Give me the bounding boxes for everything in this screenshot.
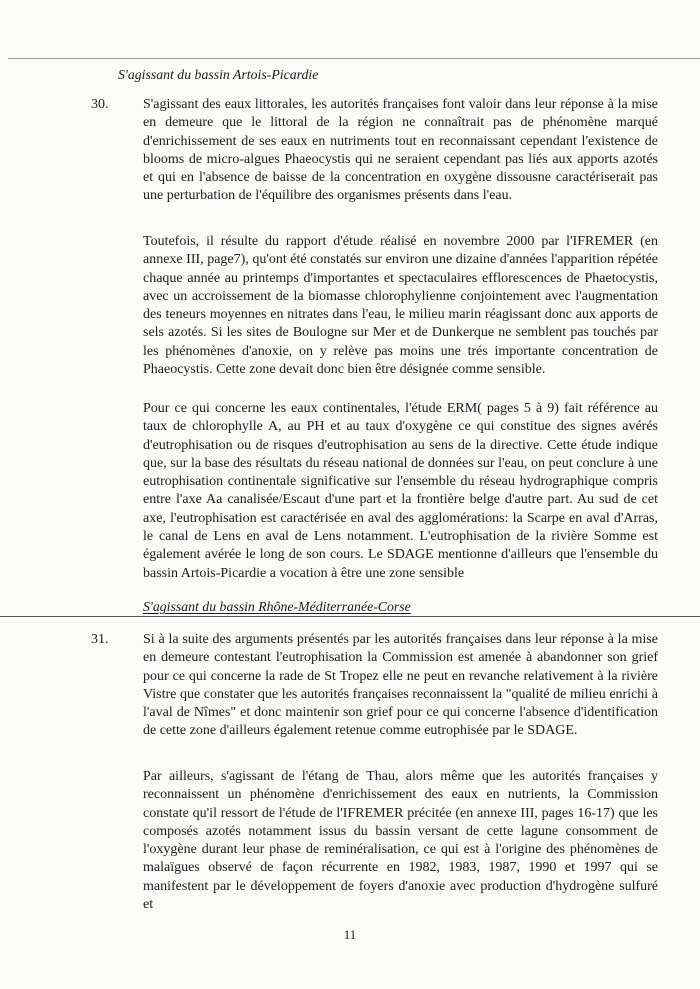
top-rule [8, 58, 700, 59]
paragraph-etang-de-thau: Par ailleurs, s'agissant de l'étang de Thau, alors même que les autorités françaises y reconnaissent un phénomène d'enrichissement des eaux en nutrients, la Commission constate qu'il ressort de l'étude de l'IFREMER précitée (en annexe III, pages 16-17) que les composés azotés notamment issus du bassin versant de cette lagune consomment de l'oxygène durant leur phase de reminéralisation, ce qui est à l'origine des phénomènes de malaïgues observé de façon récurrente en 1982, 1983, 1987, 1990 et 1997 qui se manifestent par le développement de foyers d'anoxie avec production d'hydrogène sulfuré et [143, 769, 658, 913]
paragraph-number-31: 31. [91, 632, 109, 647]
paragraph-eaux-continentales: Pour ce qui concerne les eaux continentales, l'étude ERM( pages 5 à 9) fait référence au taux de chlorophylle A, au PH et au taux d'oxygène ce qui constitue des signes avérés d'eutrophisation ou de risques d'eutrophisation au sens de la directive. Cette étude indique que, sur la base des résultats du réseau national de données sur l'eau, on peut conclure à une eutrophisation continentale significative sur l'ensemble du réseau hydrographique compris entre l'axe Aa canalisée/Escaut d'une part et la frontière belge d'autre part. Au sud de cet axe, l'eutrophisation est caractérisée en aval des agglomérations: la Scarpe en aval d'Arras, le canal de Lens en aval de Lens notamment. L'eutrophisation de la rivière Somme est également avérée le long de son cours. Le SDAGE mentionne d'ailleurs que l'ensemble du bassin Artois-Picardie a vocation à être une zone sensible [143, 401, 658, 581]
section-heading-artois-picardie: S'agissant du bassin Artois-Picardie [118, 67, 319, 82]
page-number: 11 [343, 927, 357, 942]
section-heading-rhone-mediterranee-corse: S'agissant du bassin Rhône-Méditerranée-Corse [143, 599, 411, 614]
paragraph-toutefois: Toutefois, il résulte du rapport d'étude réalisé en novembre 2000 par l'IFREMER (en annexe III, page7), qu'ont été constatés sur environ une dizaine d'années l'apparition répétée chaque année au printemps d'importantes et spectaculaires efflorescences de Phaetocystis, avec un accroissement de la biomasse chlorophylienne conjointement avec l'augmentation des teneurs moyennes en nitrates dans l'eau, le milieu marin réagissant donc aux apports de sels azotés. Si les sites de Boulogne sur Mer et de Dunkerque ne semblent pas touchés par les phénomènes d'anoxie, on y relève pas moins une trés importante concentration de Phaeocystis. Cette zone devait donc bien être désignée comme sensible. [143, 234, 658, 378]
paragraph-number-30: 30. [91, 97, 109, 112]
paragraph-31-body: Si à la suite des arguments présentés par les autorités françaises dans leur réponse à la mise en demeure contestant l'eutrophisation la Commission est amenée à abandonner son grief pour ce qui concerne la rade de St Tropez elle ne peut en revanche relativement à la rivière Vistre que constater que les autorités françaises reconnaissent la "qualité de milieu enrichi à l'aval de Nîmes" et donc maintenir son grief pour ce qui concerne l'absence d'identification de cette zone d'ailleurs également retenue comme eutrophisée par le SDAGE. [143, 632, 658, 739]
paragraph-30-body: S'agissant des eaux littorales, les autorités françaises font valoir dans leur réponse à la mise en demeure que le littoral de la région ne connaîtrait pas de phénomène marqué d'enrichissement de ses eaux en nutriments tout en reconnaissant cependant l'existence de blooms de micro-algues Phaeocystis qui ne seraient cependant pas liés aux apports azotés et qui en l'absence de baisse de la concentration en oxygène dissousne caractériserait pas une perturbation de l'équilibre des organismes présents dans l'eau. [143, 97, 658, 204]
section-divider-rule [0, 616, 700, 617]
